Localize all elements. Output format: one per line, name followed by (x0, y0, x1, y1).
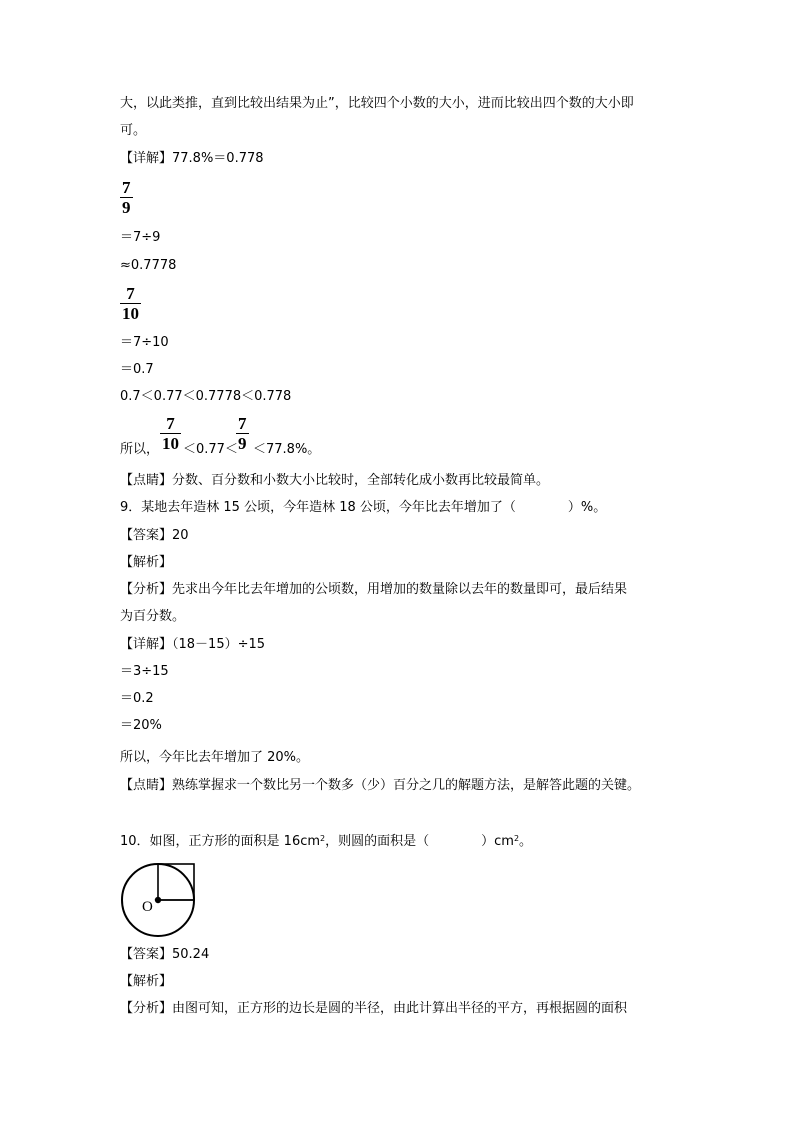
equation-line: ＝0.7 (120, 362, 154, 377)
denominator: 9 (122, 198, 131, 217)
conclusion-end: ＜77.8%。 (253, 442, 321, 457)
equation-line: ＝20% (120, 718, 162, 733)
comparison-line: 0.7＜0.77＜0.7778＜0.778 (120, 389, 292, 404)
fraction-7-9-inline (236, 414, 249, 453)
question-10-part3: 。 (519, 834, 533, 849)
question-9: 9．某地去年造林 15 公顷，今年造林 18 公顷，今年比去年增加了（ ）%。 (120, 500, 607, 515)
analysis-9-line1: 【分析】先求出今年比去年增加的公顷数，用增加的数量除以去年的数量即可，最后结果 (120, 582, 628, 597)
numerator: 7 (122, 178, 131, 197)
center-label: O (142, 899, 153, 915)
circle-square-figure (118, 858, 202, 940)
question-10-part2: ，则圆的面积是（ ）cm (325, 834, 514, 849)
conclusion-9: 所以，今年比去年增加了 20%。 (120, 750, 310, 765)
numerator: 7 (126, 284, 135, 303)
numerator: 7 (238, 414, 247, 433)
conclusion-middle: ＜0.77＜ (183, 442, 238, 457)
superscript: 2 (513, 834, 520, 843)
detail-9: 【详解】（18－15）÷15 (120, 637, 266, 652)
answer-10: 【答案】50.24 (120, 947, 210, 962)
tip-line: 【点睛】分数、百分数和小数大小比较时，全部转化成小数再比较最简单。 (120, 473, 550, 488)
tip-9: 【点睛】熟练掌握求一个数比另一个数多（少）百分之几的解题方法，是解答此题的关键。 (120, 778, 641, 793)
equation-line: ＝0.2 (120, 691, 154, 706)
equation-line: ＝3÷15 (120, 664, 169, 679)
center-dot (155, 897, 161, 903)
analysis-9-line2: 为百分数。 (120, 609, 186, 624)
line-continuation-end: 可。 (120, 123, 147, 138)
fraction-7-9 (120, 178, 133, 217)
conclusion-prefix: 所以， (120, 442, 160, 457)
detail-heading: 【详解】77.8%＝0.778 (120, 151, 264, 166)
denominator: 10 (122, 304, 139, 323)
question-10 (120, 833, 532, 851)
denominator: 9 (238, 434, 247, 453)
equation-line: ＝7÷9 (120, 230, 161, 245)
superscript: 2 (320, 834, 326, 843)
equation-line: ＝7÷10 (120, 335, 169, 350)
question-10-part1: 10．如图，正方形的面积是 16cm (120, 834, 321, 849)
fraction-7-10 (120, 284, 141, 323)
analysis-heading-9: 【解析】 (120, 555, 173, 570)
line-continuation: 大，以此类推，直到比较出结果为止”，比较四个小数的大小，进而比较出四个数的大小即 (120, 96, 634, 111)
denominator: 10 (162, 434, 179, 453)
answer-9: 【答案】20 (120, 528, 189, 543)
fraction-7-10-inline (160, 414, 181, 453)
equation-line: ≈0.7778 (120, 258, 177, 273)
analysis-heading-10: 【解析】 (120, 974, 173, 989)
analysis-10: 【分析】由图可知，正方形的边长是圆的半径，由此计算出半径的平方，再根据圆的面积 (120, 1001, 628, 1016)
numerator: 7 (166, 414, 175, 433)
